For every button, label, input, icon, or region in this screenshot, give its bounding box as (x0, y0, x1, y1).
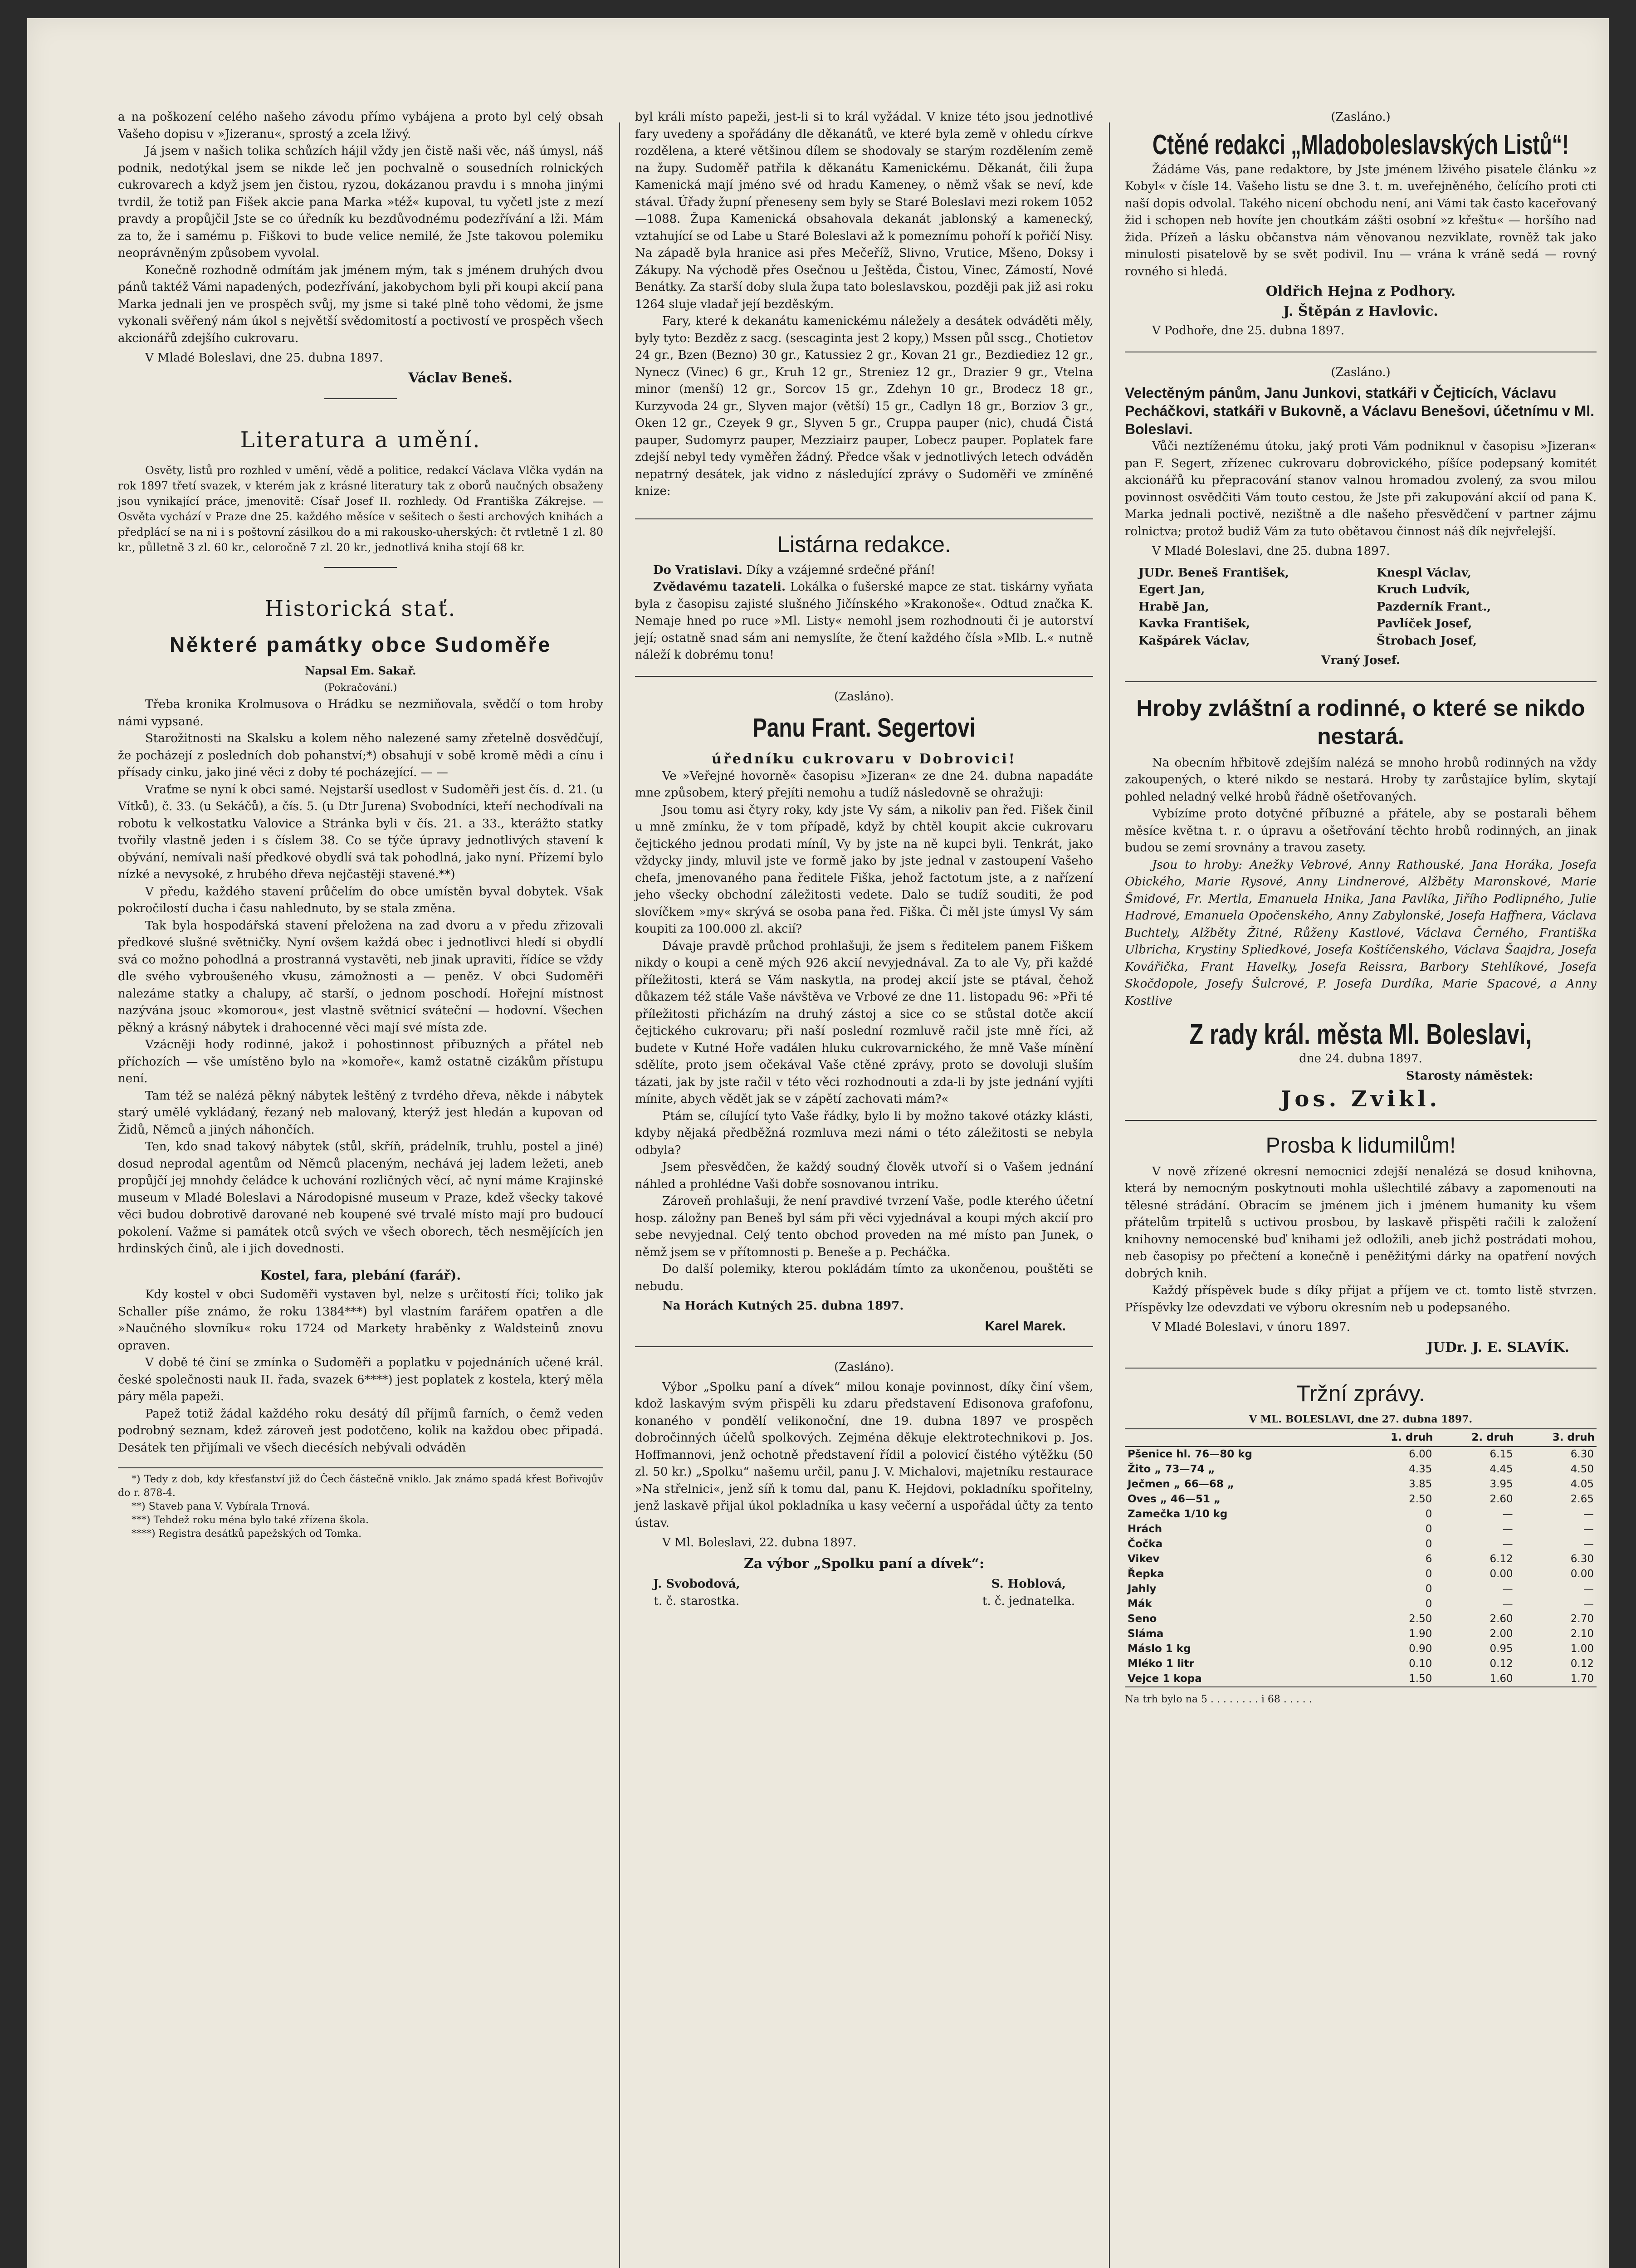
listarna-entry: Zvědavému tazateli. Lokálka o fušerské mapce ze stat. tiskárny vyňata byla z časopisu zajisté slušného Jičínského »Krakonoše«. Odtud značka K. Nemaje hned po ruce »Ml. Listy« nemohl jsem rozhodnouti či je autorství její; ostatně snad sám ani nemyslíte, že čtení každého čísla »Mlb. L.« nutně náleží k dobrému tonu! (635, 580, 1093, 662)
table-row (1125, 1492, 1597, 1507)
listarna-entry: Do Vratislavi. Díky a vzájemné srdečné přání! (653, 563, 936, 577)
paragraph: Do další polemiky, kterou pokládám tímto za ukončenou, pouštěti se nebudu. (635, 1262, 1093, 1293)
table-header-row (1125, 1429, 1597, 1447)
paragraph: Zároveň prohlašuji, že není pravdivé tvrzení Vaše, podle kterého účetní hosp. záložny pan Beneš byl sám při věci vyjednával a koupi mých akcií pro sebe nevyjednal. Celý tento obchod proveden na mé místo pan Junek, o němž jsem se v přítomnosti p. Beneše a p. Pecháčka. (635, 1194, 1093, 1259)
table-row (1125, 1657, 1597, 1672)
divider (1125, 1120, 1597, 1121)
table-row (1125, 1642, 1597, 1657)
signatory: Kavka František, (1138, 617, 1250, 631)
newspaper-page (27, 18, 1609, 2268)
divider (635, 676, 1093, 677)
price-cell: 2.65 (1570, 1493, 1594, 1505)
footnote: **) Staveb pana V. Vybírala Trnová. (132, 1501, 310, 1512)
signatory: Pavlíček Josef, (1377, 617, 1472, 631)
commodity-cell: Zamečka 1/10 kg (1128, 1508, 1228, 1520)
commodity-cell: Sláma (1128, 1628, 1164, 1640)
price-cell: — (1502, 1583, 1513, 1595)
market-table-body (1125, 1447, 1597, 1687)
footnotes (118, 1467, 603, 1541)
article-title: Panu Frant. Segertovi (752, 713, 976, 743)
price-cell: 0.10 (1409, 1657, 1432, 1670)
column-right (1125, 109, 1597, 1708)
divider (1125, 1368, 1597, 1369)
signatory: Kašpárek Václav, (1138, 634, 1250, 648)
committee-line: Za výbor „Spolku paní a dívek“: (743, 1555, 985, 1572)
table-row (1125, 1552, 1597, 1567)
commodity-cell: Řepka (1128, 1568, 1164, 1580)
price-cell: 4.05 (1570, 1478, 1594, 1490)
commodity-cell: Jahly (1128, 1583, 1157, 1595)
paragraph: Osvěty, listů pro rozhled v umění, vědě a politice, redakcí Václava Vlčka vydán na rok 1897 třetí svazek, v kterém jak z krásné literatury tak z oborů naučných obsaženy jsou vynikající práce, jmenovitě: Císař Josef II. rozhledy. Od Františka Zákrejse. — Osvěta vychází v Praze dne 25. každého měsíce v sešitech o šesti archových knihách a předplácí se na ni i s poštovní zásilkou do a mi rakousko-uherských: čt rvtletně 1 zl. 80 kr., půlletně 3 zl. 60 kr., celoročně 7 zl. 20 kr., jednotlivá kniha stojí 68 kr. (118, 464, 603, 554)
price-cell: 0.12 (1489, 1657, 1513, 1670)
price-cell: 0 (1425, 1583, 1432, 1595)
paragraph: Konečně rozhodně odmítám jak jménem mým, tak s jménem druhých dvou pánů taktéž Vámi napadených, podezřívání, jakobychom byli při koupi akcií pana Marka jednali jen ve prospěch svůj, my jsme si také plně toho vědomi, že jsme vykonali svěřený nám úkol s největší svědomitostí a poctivostí ve prospěch všech akcionářů zdejšího cukrovaru. (118, 263, 603, 345)
price-cell: 0 (1425, 1523, 1432, 1535)
commodity-cell: Hrách (1128, 1523, 1162, 1535)
price-cell: 2.70 (1570, 1613, 1594, 1625)
signature-name: S. Hoblová, (991, 1577, 1066, 1591)
price-cell: 4.50 (1570, 1463, 1594, 1475)
price-cell: 2.00 (1489, 1628, 1513, 1640)
commodity-cell: Oves „ 46—51 „ (1128, 1493, 1221, 1505)
price-cell: 1.90 (1409, 1628, 1432, 1640)
table-row (1125, 1447, 1597, 1462)
section-heading-history: Historická stať. (264, 596, 457, 621)
table-row (1125, 1582, 1597, 1597)
article-title: Některé památky obce Sudoměře (169, 633, 552, 656)
price-cell: 6.12 (1489, 1553, 1513, 1565)
price-cell: 6 (1425, 1553, 1432, 1565)
price-cell: — (1502, 1538, 1513, 1550)
article-title: Ctěné redakci „Mladoboleslavských Listů“! (1153, 129, 1569, 161)
price-cell: 3.95 (1489, 1478, 1513, 1490)
table-row (1125, 1507, 1597, 1522)
price-cell: — (1583, 1538, 1594, 1550)
signatory: JUDr. Beneš František, (1138, 566, 1289, 580)
divider (324, 398, 397, 399)
paragraph: Výbor „Spolku paní a dívek“ milou konaje povinnost, díky činí všem, kdož laskavým svým přispěli ku zdaru představení Edisonova grafofonu, konaného v pondělí velikonoční, dne 19. dubna 1897 ve prospěch dobročinných účelů spolkových. Zejména děkuje elektrotechnikovi p. Jos. Hoffmannovi, jenž ochotně představení řídil a polovicí čistého výtěžku (50 zl. 50 kr.) „Spolku“ našemu určil, panu J. V. Michalovi, majetníku restaurace »Na střelnici«, jenž síň k tomu dal, panu K. Hejdovi, pokladníku spořitelny, jenž laskavě přijal úkol pokladníka u kasy večerní a uspořádal účty za tento ústav. (635, 1380, 1093, 1530)
price-cell: 6.30 (1570, 1448, 1594, 1460)
table-row (1125, 1567, 1597, 1582)
paragraph: Tam též se nalézá pěkný nábytek leštěný z tvrdého dřeva, někde i nábytek starý umělé vykládaný, řezaný neb malovaný, kterýž jest hledán a kupovan od Židů, Němců a jiných náhončích. (118, 1089, 603, 1137)
price-cell: 0.00 (1489, 1568, 1513, 1580)
article-author: Napsal Em. Sakař. (305, 664, 416, 677)
price-cell: — (1583, 1583, 1594, 1595)
signatory: Hrabě Jan, (1138, 600, 1209, 614)
price-cell: 0.90 (1409, 1642, 1432, 1655)
price-cell: 1.60 (1435, 1672, 1515, 1687)
footnote: ***) Tehdež roku ména bylo také zřízena škola. (132, 1515, 369, 1526)
paragraph: Třeba kronika Krolmusova o Hrádku se nezmiňovala, svědčí o tom hroby námi vypsané. (118, 698, 603, 728)
zaslano-label: (Zasláno.) (1331, 365, 1391, 379)
paragraph: Já jsem v našich tolika schůzích hájil vždy jen čistě naši věc, náš úmysl, náš podnik, nedotýkal jsem se nikde leč jen pochvalně o sousedních rolnických cukrovarech a když jsem jen čistou, ryzou, dokázanou pravdu i s mnoha jinými tvrdil, že totiž pan Fišek akcie pana Marka »též« kupoval, tu vyčetl jste z mezí pravdy a propůjčil Jste se co úředník ku bezdůvodnému podezřívání a lži. Mám za to, že i samému p. Fiškovi to bude velice nemilé, že Jste takovou polemiku neoprávněným způsobem vyvolal. (118, 144, 603, 260)
paragraph: Dávaje pravdě průchod prohlašuji, že jsem s ředitelem panem Fiškem nikdy o koupi a ceně mých 926 akcií nevyjednával. Za to ale Vy, při každé příležitosti, která se Vám naskytla, na prodej akcií jste se ptával, čehož důkazem též stále Vaše návštěva ve Vrbové ze dne 11. listopadu 96: »Při té příležitosti přicházím na druhý zástoj a sice co se stůstal dotče akcií čejtického cukrovaru; při naší poslední rozmluvě račil jste mně říci, až budete v Kutné Hoře vadálen hluku cukrovarnického, že mně Vaše mínění sdělíte, proto jsem očekával Vaše ctěné zprávy, proto se dovoluji sluším tázati, jak by jste račil v této věci rozhodnouti a zda-li by jste jednání vyjíti mínite, abych vědět jak se v zápětí zachovati mám?« (635, 939, 1093, 1106)
paragraph: Jsem přesvědčen, že každý soudný člověk utvoří si o Vašem jednání náhled a prohlédne Vaši dobře sosnovanou intriku. (635, 1160, 1093, 1191)
price-cell: 2.60 (1489, 1493, 1513, 1505)
price-cell: 2.50 (1409, 1493, 1432, 1505)
signatures (635, 1576, 1093, 1610)
commodity-cell: Ječmen „ 66—68 „ (1128, 1478, 1234, 1490)
column-divider (1109, 122, 1110, 2268)
dateline: V Mladé Boleslavi, dne 25. dubna 1897. (145, 351, 383, 365)
table-row (1125, 1672, 1597, 1687)
article-title: Velectěným pánům, Janu Junkovi, statkáři v Čejticích, Václavu Pecháčkovi, statkáři v Bukovně, a Václavu Benešovi, účetnímu v Ml. Boleslavi. (1125, 385, 1595, 437)
paragraph: Na obecním hřbitově zdejším nalézá se mnoho hrobů rodinných na vždy zakoupených, o které nikdo se nestará. Hroby ty zarůstajíce bylím, skytají pohled neladný velké hrobů řádně ošetřovaných. (1125, 756, 1597, 804)
zaslano-label: (Zasláno.) (1331, 110, 1391, 124)
paragraph: Každý příspěvek bude s díky přijat a příjem ve ct. tomto listě stvrzen. Příspěvky lze odevzdati ve výboru okresním neb u podepsaného. (1125, 1284, 1597, 1315)
zaslano-label: (Zasláno). (834, 689, 894, 704)
commodity-cell: Vejce 1 kopa (1125, 1672, 1354, 1687)
price-cell: 6.30 (1570, 1553, 1594, 1565)
price-cell: — (1502, 1598, 1513, 1610)
commodity-cell: Žito „ 73—74 „ (1128, 1463, 1215, 1475)
price-cell: 0.00 (1570, 1568, 1594, 1580)
zaslano-label: (Zasláno). (834, 1360, 894, 1374)
dateline: V Mladé Boleslavi, v únoru 1897. (1152, 1320, 1350, 1334)
price-cell: 4.35 (1409, 1463, 1432, 1475)
signature: Jos. Zvikl. (1280, 1086, 1441, 1112)
dateline: V Ml. Boleslavi, 22. dubna 1897. (662, 1536, 857, 1549)
price-cell: 1.00 (1570, 1642, 1594, 1655)
signature-block (653, 1576, 740, 1610)
signature: J. Štěpán z Havlovic. (1283, 303, 1438, 319)
price-cell: 4.45 (1489, 1463, 1513, 1475)
price-cell: 2.50 (1409, 1613, 1432, 1625)
signatory: Kruch Ludvík, (1377, 583, 1470, 596)
table-row (1125, 1522, 1597, 1537)
market-note: Na trh bylo na 5 . . . . . . . . i 68 . . . . . (1125, 1693, 1312, 1705)
signatories (1138, 565, 1597, 650)
article-title: Z rady král. města Ml. Boleslavi, (1189, 1018, 1532, 1051)
section-heading-literature: Literatura a umění. (240, 427, 481, 453)
paragraph: a na poškození celého našeho závodu přímo vybájena a proto byl celý obsah Vašeho dopisu v »Jizeranu«, sprostý a zcela lživý. (118, 110, 603, 141)
column-header: 1. druh (1354, 1429, 1435, 1447)
signature: Oldřich Hejna z Podhory. (1265, 284, 1456, 299)
article-title: Prosba k lidumilům! (1265, 1133, 1456, 1158)
paragraph: byl králi místo papeži, jest-li si to král vyžádal. V knize této jsou jednotlivé fary uvedeny a spořádány dle děkanátů, ve které byla země v ohledu církve rozdělena, a které většinou dílem se shodovaly se starým rozdělením země na župy. Sudoměř patřila k děkanátu Kamenickému. Děkanát, čili župa Kamenická mají jméno své od hradu Kameney, o němž však se neví, kde stával. Úřady župní přeneseny sem byly se Staré Boleslavi mezi rokem 1052—1088. Župa Kamenická obsahovala dekanát jablonský a kamenecký, vztahující se od Labe u Staré Boleslavi až k pomeznímu pohoří k pořičí Nisy. Na západě byla hranice asi přes Mečeříž, Slivno, Vrutice, Mšeno, Doksy i Zákupy. Na východě přes Osečnou u Ještěda, Čistou, Vinec, Zámostí, Nové Benátky. Za starší doby slula župa tato boleslavskou, později pak již asi roku 1264 sluje vladař její bezděským. (635, 110, 1093, 311)
table-row (1125, 1612, 1597, 1627)
dateline: V Mladé Boleslavi, dne 25. dubna 1897. (1152, 544, 1390, 558)
price-cell: 6.15 (1489, 1448, 1513, 1460)
section-heading-listarna: Listárna redakce. (777, 531, 951, 557)
signatory: Pazderník Frant., (1377, 600, 1491, 614)
dateline: Na Horách Kutných 25. dubna 1897. (662, 1299, 904, 1313)
commodity-cell: Čočka (1128, 1538, 1163, 1550)
paragraph: Fary, které k dekanátu kamenickému náležely a desátek odváděti měly, byly tyto: Bezděz z sacg. (sescaginta jest 2 kopy,) Mssen půl sscg., Chotietov 24 gr., Bzen (Bezno) 30 gr., Katussiez 2 gr., Kovan 21 gr., Bezdiediez 12 gr., Nynecz (Vinec) 6 gr., Kruh 12 gr., Streniez 12 gr., Drazier 9 gr., Vtelna minor (menší) 12 gr., Sorcov 15 gr., Zdehyn 10 gr., Brodecz 18 gr., Kurzyvoda 24 gr., Slyven major (větší) 15 gr., Cadlyn 18 gr., Borziov 3 gr., Oken 12 gr., Czeyek 9 gr., Slyven 5 gr., Cruppa pauper (nic), chudá Čistá pauper, Sudomyrz pauper, Mezziairz pauper, Lobecz pauper. Poplatek fare zdejší nebyl tedy vyměřen žádný. Předce však v jednotlivých letech odváděn nepatrný desátek, jak vidno z následující zprávy o Sudoměři ve zmíněné knize: (635, 314, 1093, 498)
column-divider (619, 122, 620, 2268)
signature: Václav Beneš. (408, 370, 513, 386)
paragraph: Ptám se, cílující tyto Vaše řádky, bylo li by možno takové otázky klásti, kdyby nějaká předběžná rozmluva mezi námi o této záležitosti se nebyla odbyla? (635, 1109, 1093, 1157)
commodity-cell: Mléko 1 litr (1128, 1657, 1194, 1670)
signatory: Knespl Václav, (1377, 566, 1472, 580)
footnote: *) Tedy z dob, kdy křesťanství již do Čech částečně vniklo. Jak známo spadá křest Bořivojův do r. 878-4. (118, 1474, 603, 1499)
paragraph: Vůči neztíženému útoku, jaký proti Vám podniknul v časopisu »Jizeran« pan F. Segert, zřízenec cukrovaru dobrovického, píšíce podepsaný komitét akcionářů ku přepracování stanov valnou hromadou zvolený, za svou milou povinnost osvědčiti Vám touto cestou, že Jste při zakupování akcií od pana K. Marka jednali poctivě, nezištně a dle našeho přesvědčení v partner zájmu rolnictva; protož budiž Vám za tuto obětavou činnost náš dík nejvřelejší. (1125, 440, 1597, 538)
commodity-cell: Máslo 1 kg (1128, 1642, 1191, 1655)
table-row (1125, 1627, 1597, 1642)
signatory: Egert Jan, (1138, 583, 1205, 596)
market-table (1125, 1428, 1597, 1687)
column-header: 2. druh (1435, 1429, 1515, 1447)
paragraph: Jsou tomu asi čtyry roky, kdy jste Vy sám, a nikoliv pan řed. Fišek činil u mně zmínku, že v tom případě, když by chtěl koupit akcie cukrovaru čejtického jednou prodati míníl, Vy by jste na ně kupci byli. Tenkrát, jako vždycky jindy, mluvil jste ve formě jako by jste jednal v zastoupení Vašeho chefa, jmenovaného pana ředitele Fiška, jehož factotum jste, a z nařízení jeho všecky obchodní záležitosti vedete. Dalo se tudíž souditi, že pod slovíčkem »my« skrývá se osoba pana řed. Fiška. Či měl jste úmysl Vy sám koupiti za 100.000 zl. akcií? (635, 803, 1093, 936)
paragraph: V předu, každého stavení průčelím do obce umístěn byval dobytek. Však pokročilostí ducha i času nahlednuto, by se stala změna. (118, 885, 603, 915)
paragraph: Ten, kdo snad takový nábytek (stůl, skříň, prádelník, truhlu, postel a jiné) dosud neprodal agentům od Němců placeným, nechává jej ladem ležeti, aneb propůjčí jej mnohdy čeládce k uchování rozličných věcí, ač nyní máme Krajinské museum v Mladé Boleslavi a Národopisné museum v Praze, kdež všecky takové věci budou dobrotivě darované neb koupené své trvalé místo mají pro budoucí pokolení. Važme si památek otců svých ve všech oborech, těch nesmějících jen hrdinských činů, ale i jich dovednosti. (118, 1140, 603, 1256)
price-cell: — (1502, 1523, 1513, 1535)
commodity-cell: Vikev (1128, 1553, 1160, 1565)
price-cell: 6.00 (1409, 1448, 1432, 1460)
signature: JUDr. J. E. SLAVÍK. (1426, 1339, 1569, 1355)
price-cell: 1.70 (1516, 1672, 1597, 1687)
column-header (1125, 1429, 1354, 1447)
paragraph: Starožitnosti na Skalsku a kolem něho nalezené samy zřetelně dosvědčují, že pocházejí z posledních dob pohanství;*) obsahují v sobě kromě mědi a cínu i přísady cinku, jako jiné věci z doby té pocházející. — — (118, 732, 603, 779)
price-cell: 0 (1425, 1568, 1432, 1580)
commodity-cell: Seno (1128, 1613, 1157, 1625)
table-row (1125, 1462, 1597, 1477)
signatory: Vraný Josef. (1321, 654, 1400, 667)
table-row (1125, 1537, 1597, 1552)
price-cell: 3.85 (1409, 1478, 1432, 1490)
column-middle (635, 109, 1093, 1610)
listarna (635, 562, 1093, 664)
price-cell: — (1583, 1508, 1594, 1520)
column-header: 3. druh (1516, 1429, 1597, 1447)
price-cell: 0.95 (1489, 1642, 1513, 1655)
table-row (1125, 1477, 1597, 1492)
signature-role: t. č. jednatelka. (982, 1594, 1075, 1608)
divider (1125, 681, 1597, 682)
price-cell: 2.10 (1570, 1628, 1594, 1640)
paragraph: V nově zřízené okresní nemocnici zdejší nenalézá se dosud knihovna, která by nemocným poskytnouti mohla ušlechtilé zábavy a zapomenouti na tělesné strádání. Obracím se jménem jich i jménem humanity ku všem přátelům trpitelů s uctivou prosbou, by laskavě přispěti račili k založení knihovny nemocenské buď knihami jež odložili, aneb jichž postrádati mohou, neb časopisy po přečtení a konečně i peněžitými dárky na opatření nových dobrých knih. (1125, 1164, 1597, 1281)
paragraph: Vraťme se nyní k obci samé. Nejstarší usedlost v Sudoměři jest čís. d. 21. (u Vítků), č. 33. (u Sekáčů), a čís. 5. (u Dtr Jurena) Svobodníci, kteří nechodívali na robotu k velkostatku Valovice a Stránka byli v čís. 21. a 33., kterážto statky tvořily vlastně jeden i s číslem 38. Co se týče úpravy jednotlivých stavení k obývání, nemívali naší předkové obydlí svá tak pohodlná, jako nyní. Přízemí bylo nízké a nevysoké, z hrubého dřeva nejčastěji stavené.**) (118, 782, 603, 881)
column-left (118, 109, 603, 1541)
price-cell: — (1583, 1523, 1594, 1535)
signatory: Štrobach Josef, (1377, 634, 1477, 648)
table-row (1125, 1597, 1597, 1612)
price-cell: 0 (1425, 1508, 1432, 1520)
commodity-cell: Pšenice hl. 76—80 kg (1128, 1448, 1253, 1460)
article-title: Tržní zprávy. (1296, 1381, 1425, 1406)
price-cell: 0 (1425, 1538, 1432, 1550)
price-cell: 2.60 (1489, 1613, 1513, 1625)
article-title: Hroby zvláštní a rodinné, o které se nikdo nestará. (1136, 695, 1585, 749)
signature: Karel Marek. (985, 1318, 1066, 1334)
signature-block (982, 1576, 1075, 1610)
price-cell: 1.50 (1354, 1672, 1435, 1687)
paragraph: Tak byla hospodářská stavení přeložena na zad dvoru a v předu zřizovali předkové slušné světničky. Nyní ovšem každá obec i jednotlivci hledí si obydlí svá co možno pohodlná a prostranná vystavěti, neb jinak upraviti, řídíce se vždy dle svého vybroušeného vkusu, zámožnosti a — peněz. V obci Sudoměři nalezáme statky a chalupy, ač starší, o jednom poschodí. Hořejní místnost nazývána jsouc »komorou«, jest vlastně světnicí sváteční — hodovní. Všechen pěkný a krásný nábytek i drahocenné věci mají své místa zde. (118, 919, 603, 1035)
paragraph: Žádáme Vás, pane redaktore, by Jste jménem lživého pisatele článku »z Kobyl« v čísle 14. Vašeho listu se dne 3. t. m. uveřejněného, čelícího proti cti naší dopis odvolal. Takého nicení obchodu není, ani Vámi tak často kaceřovaný žid i schopen neb hovíte jen choutkám zášti osobní »z křeštu« — horšího nad žida. Přízeň a lásku občanstva nám věnovanou nezviklate, rovněž tak jako minulosti pisatelově by se svět podivil. Inu — vrána k vráně sedá — rovný rovného si hledá. (1125, 162, 1597, 279)
continuation-note: (Pokračování.) (324, 682, 397, 694)
price-cell: — (1502, 1508, 1513, 1520)
signature-role: t. č. starostka. (654, 1594, 740, 1608)
paragraph: Jsou to hroby: Anežky Vebrové, Anny Rathouské, Jana Horáka, Josefa Obického, Marie Rysové, Anny Lindnerové, Alžběty Maronskové, Marie Šmidové, Fr. Mertla, Emanuela Hnika, Jana Pavlíka, Jiřího Podlipného, Julie Hadrové, Emanuela Opočenského, Anny Zabylonské, Josefa Haffnera, Václava Buchtely, Alžběty Žitné, Růženy Kastlové, Václava Černého, Františka Ulbricha, Krystiny Spliedkové, Josefa Koštíčenského, Václava Šaajdra, Josefa Kovářička, Frant Havelky, Josefa Reissra, Barbory Stehlíkové, Josefa Skočdopole, Josefy Šulcrové, P. Josefa Durdíka, Marie Spacové, a Anny Kostlive (1125, 858, 1597, 1008)
paragraph: V době té činí se zmínka o Sudoměři a poplatku v pojednáních učené král. české společnosti nauk II. řada, svazek 6****) jest poplatek z kostela, který měla páry měla papeži. (118, 1356, 603, 1403)
divider (324, 567, 397, 568)
price-cell: 0 (1425, 1598, 1432, 1610)
dateline: V Podhoře, dne 25. dubna 1897. (1152, 324, 1345, 337)
paragraph: Vybízíme proto dotyčné příbuzné a přátele, aby se postarali během měsíce května t. r. o úpravu a ošetřování těchto hrobů rodinných, an jinak budou se zemí srovnány a travou zasety. (1125, 807, 1597, 855)
commodity-cell: Mák (1128, 1598, 1152, 1610)
paragraph: Ve »Veřejné hovorně« časopisu »Jizeran« ze dne 24. dubna napadáte mne způsobem, který přejíti nemohu a tudíž následovně se ohražuji: (635, 769, 1093, 800)
price-cell: 0.12 (1570, 1657, 1594, 1670)
paragraph: Kdy kostel v obci Sudoměři vystaven byl, nelze s určitostí říci; toliko jak Schaller píše známo, že roku 1384***) byl vlastním farářem opatřen a dle »Naučného slovníku« roku 1724 od Markety hraběnky z Waldsteinů znovu opraven. (118, 1288, 603, 1353)
price-cell: — (1583, 1598, 1594, 1610)
subheading: Kostel, fara, plebání (farář). (260, 1267, 461, 1283)
market-subtitle: V ML. BOLESLAVI, dne 27. dubna 1897. (1249, 1413, 1473, 1425)
paragraph: Vzácněji hody rodinné, jakož i pohostinnost přibuzných a přátel neb příchozích — vše umístěno bylo na »komoře«, kamž ostatně cizákům přístupu není. (118, 1038, 603, 1085)
signature-role: Starosty náměstek: (1406, 1069, 1533, 1083)
paragraph: Papež totiž žádal každého roku desátý díl příjmů farních, o čemž veden podrobný seznam, kdež zároveň jest podotčeno, kolik na každou obec připadá. Desátek ten přijímali ve všech diecésích nebývali odváděn (118, 1407, 603, 1455)
divider (635, 518, 1093, 519)
article-subtitle: úředníku cukrovaru v Dobrovici! (712, 751, 1016, 767)
dateline: dne 24. dubna 1897. (1299, 1052, 1422, 1066)
footnote: ****) Registra desátků papežských od Tomka. (132, 1528, 362, 1540)
divider (635, 1346, 1093, 1347)
signature-name: J. Svobodová, (653, 1577, 740, 1591)
